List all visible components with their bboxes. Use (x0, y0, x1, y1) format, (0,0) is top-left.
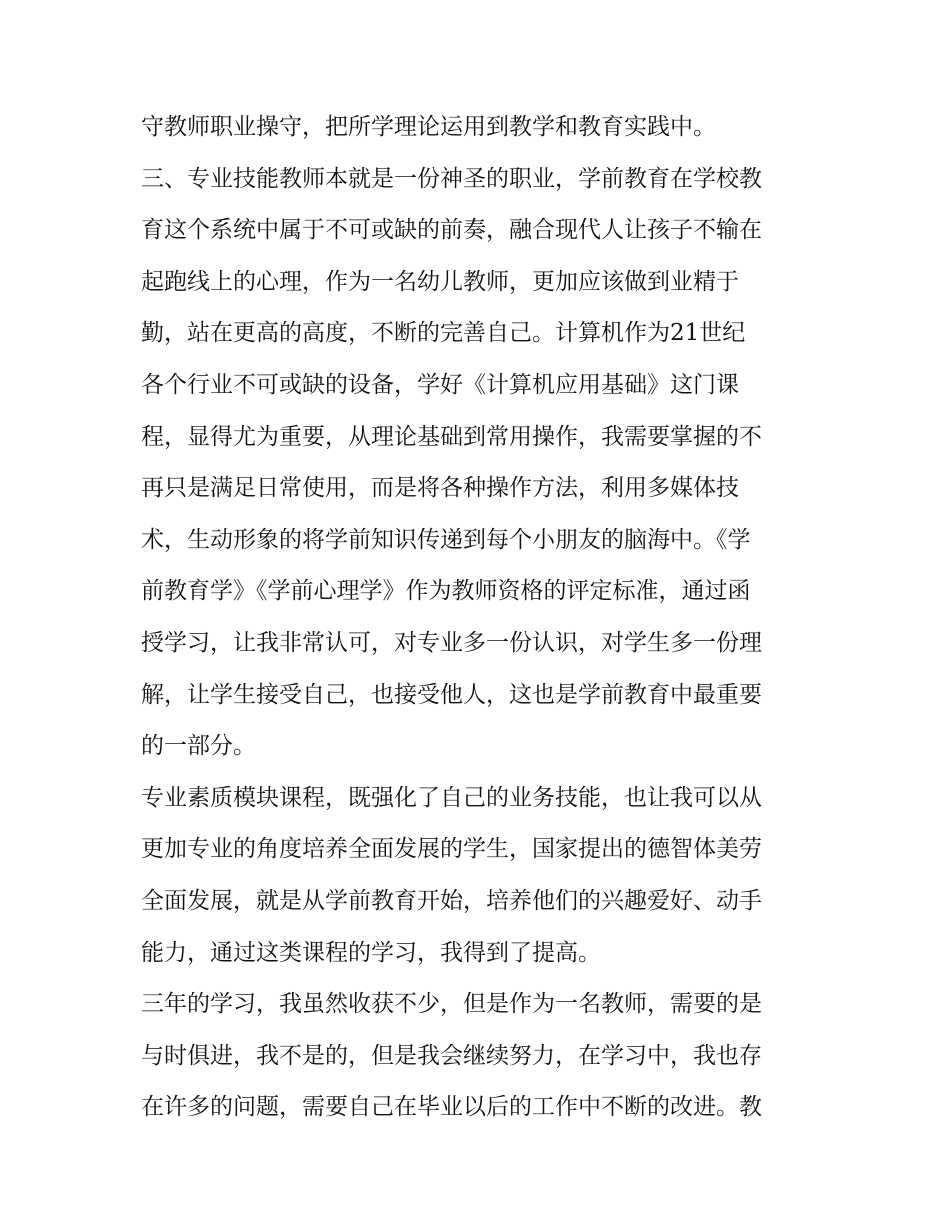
text-line: 再只是满足日常使用，而是将各种操作方法，利用多媒体技 (141, 475, 739, 502)
text-line: 更加专业的角度培养全面发展的学生，国家提出的德智体美劳 (141, 836, 762, 863)
text-line: 的一部分。 (141, 733, 256, 760)
text-line: 程，显得尤为重要，从理论基础到常用操作，我需要掌握的不 (141, 423, 762, 450)
text-line: 三年的学习，我虽然收获不少，但是作为一名教师，需要的是 (141, 991, 762, 1018)
text-line: 专业素质模块课程，既强化了自己的业务技能，也让我可以从 (141, 784, 762, 811)
text-line: 全面发展，就是从学前教育开始，培养他们的兴趣爱好、动手 (141, 887, 762, 914)
text-line: 在许多的问题，需要自己在毕业以后的工作中不断的改进。教 (141, 1094, 762, 1121)
text-line: 解，让学生接受自己，也接受他人，这也是学前教育中最重要 (141, 681, 762, 708)
text-line: 授学习，让我非常认可，对专业多一份认识，对学生多一份理 (141, 629, 762, 656)
text-line: 起跑线上的心理，作为一名幼儿教师，更加应该做到业精于 (141, 268, 739, 295)
text-line: 三、专业技能教师本就是一份神圣的职业，学前教育在学校教 (141, 165, 762, 192)
text-line: 能力，通过这类课程的学习，我得到了提高。 (141, 939, 601, 966)
text-line: 守教师职业操守，把所学理论运用到教学和教育实践中。 (141, 114, 716, 140)
text-line: 前教育学》《学前心理学》作为教师资格的评定标准，通过函 (141, 578, 751, 605)
text-line: 育这个系统中属于不可或缺的前奏，融合现代人让孩子不输在 (141, 217, 762, 244)
body-text (141, 102, 821, 1134)
text-line: 各个行业不可或缺的设备，学好《计算机应用基础》这门课 (141, 371, 739, 398)
text-line: 与时俱进，我不是的，但是我会继续努力，在学习中，我也存 (141, 1042, 762, 1069)
text-line: 术，生动形象的将学前知识传递到每个小朋友的脑海中。《学 (141, 526, 751, 553)
text-line: 勤，站在更高的高度，不断的完善自己。计算机作为21世纪 (141, 320, 746, 347)
